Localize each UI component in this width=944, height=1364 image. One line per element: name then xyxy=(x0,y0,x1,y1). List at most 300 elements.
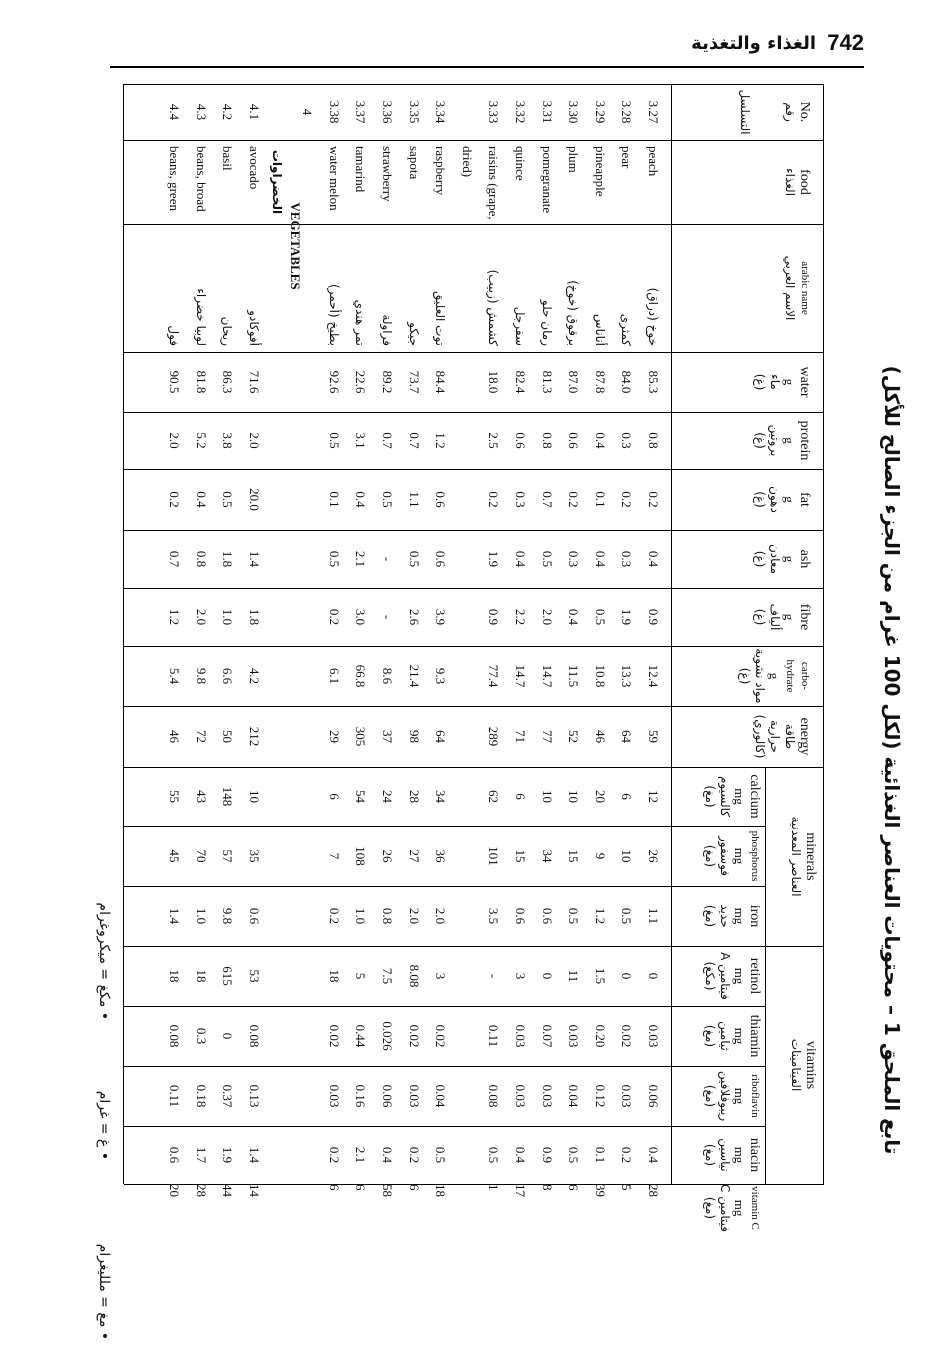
value-phosphorus: 35 xyxy=(247,849,262,863)
value-riboflavin: 0.37 xyxy=(220,1084,236,1108)
column-header-protein xyxy=(752,412,812,469)
value-carbohydrate: 9.8 xyxy=(193,667,209,685)
value-riboflavin: 0.11 xyxy=(167,1084,183,1108)
legend-gram: • غ = غرام xyxy=(96,1090,112,1160)
column-header-ar: طاقة حرارية xyxy=(768,720,797,753)
food-name: pomegranate xyxy=(539,146,555,214)
units-legend xyxy=(82,860,112,1360)
food-name: basil xyxy=(220,146,236,171)
value-calcium: 20 xyxy=(592,790,608,803)
value-energy: 289 xyxy=(486,726,502,747)
value-water: 89.2 xyxy=(380,370,395,394)
value-vitamin-c: 6 xyxy=(326,1184,342,1191)
value-water: 87.8 xyxy=(592,370,608,394)
column-header-niacin xyxy=(702,1126,762,1184)
value-vitamin-c: 28 xyxy=(646,1184,661,1197)
value-vitamin-c: 5 xyxy=(619,1184,635,1191)
value-iron: 1.1 xyxy=(646,907,661,925)
food-name: strawberry xyxy=(380,146,395,202)
column-unit-ar: (مغ) xyxy=(703,1024,717,1048)
column-header-en: vitamin C xyxy=(749,1186,761,1230)
value-ash: 0.7 xyxy=(167,550,183,568)
value-carbohydrate: 10.8 xyxy=(592,664,608,688)
value-water: 92.6 xyxy=(326,370,342,394)
value-protein: 0.5 xyxy=(326,432,342,449)
value-riboflavin: 0.06 xyxy=(646,1084,661,1108)
arabic-name: خوخ (دراق) xyxy=(646,287,660,346)
column-unit: mg xyxy=(732,1146,747,1164)
value-niacin: 0.5 xyxy=(566,1146,582,1164)
value-calcium: 6 xyxy=(513,793,528,800)
value-fibre: 0.9 xyxy=(486,608,502,626)
column-header-en: iron xyxy=(747,904,762,928)
value-ash: 0.4 xyxy=(646,550,661,568)
value-water: 22.6 xyxy=(353,370,369,394)
value-thiamin: 0.02 xyxy=(326,1024,342,1048)
value-energy: 77 xyxy=(539,730,555,743)
column-unit: mg xyxy=(732,847,747,865)
value-vitamin-c: 6 xyxy=(406,1184,422,1191)
row-number: 3.28 xyxy=(619,100,635,124)
value-retinol: 0 xyxy=(619,972,635,980)
value-fat: 0.2 xyxy=(646,491,661,508)
value-iron: 1.0 xyxy=(193,907,209,925)
value-iron: 0.6 xyxy=(513,907,528,925)
value-ash: - xyxy=(380,556,395,562)
arabic-name: أناناس xyxy=(592,314,607,346)
arabic-name: توت العليق xyxy=(433,290,448,346)
value-retinol: 53 xyxy=(247,969,262,983)
value-carbohydrate: 14.7 xyxy=(539,664,555,688)
value-riboflavin: 0.06 xyxy=(380,1084,395,1108)
column-header-en: ash xyxy=(797,549,812,569)
value-water: 18.0 xyxy=(486,370,502,394)
value-fat: 1.1 xyxy=(406,491,422,508)
food-name: beans, broad xyxy=(193,146,209,212)
column-header-en: energy xyxy=(797,717,812,756)
value-energy: 29 xyxy=(326,730,342,743)
value-thiamin: 0.02 xyxy=(433,1024,449,1048)
value-riboflavin: 0.18 xyxy=(193,1084,209,1108)
value-vitamin-c: 1 xyxy=(486,1184,502,1191)
column-unit-ar: (كالوري) xyxy=(753,714,767,759)
value-iron: 2.0 xyxy=(433,907,449,925)
column-header-en: retinol xyxy=(747,957,762,995)
arabic-name: رمان حلو xyxy=(539,299,554,346)
value-vitamin-c: 8 xyxy=(539,1184,555,1191)
column-unit-ar: (غ) xyxy=(753,491,767,508)
value-phosphorus: 26 xyxy=(646,849,661,863)
column-header-en: thiamin xyxy=(747,1014,762,1058)
column-header-en: fat xyxy=(797,492,812,507)
value-riboflavin: 0.03 xyxy=(513,1084,528,1108)
vitamins-label-ar: الفيتامينات xyxy=(789,1038,803,1092)
chapter-title: الغذاء والتغذية xyxy=(691,33,816,54)
value-niacin: 0.1 xyxy=(592,1146,608,1164)
column-header-ar: الاسم العربي xyxy=(783,255,797,321)
value-iron: 0.5 xyxy=(619,907,635,925)
row-number: 3.33 xyxy=(486,100,502,124)
value-water: 82.4 xyxy=(513,370,528,394)
value-carbohydrate: 8.6 xyxy=(380,667,395,685)
value-ash: 0.3 xyxy=(566,550,582,568)
food-name: pineapple xyxy=(592,146,608,197)
value-riboflavin: 0.16 xyxy=(353,1084,369,1108)
column-header-ar: نياسين xyxy=(718,1138,732,1172)
arabic-name: أفوكادو xyxy=(247,310,261,346)
column-header-iron xyxy=(702,886,762,946)
column-header-arabic-name xyxy=(782,224,812,352)
value-water: 81.3 xyxy=(539,370,555,394)
value-water: 90.5 xyxy=(167,370,183,394)
value-riboflavin: 0.03 xyxy=(406,1084,422,1108)
row-number: 3.27 xyxy=(646,100,661,124)
value-niacin: 1.4 xyxy=(247,1146,262,1164)
value-iron: 1.0 xyxy=(353,907,369,925)
column-unit-ar: (مغ) xyxy=(703,844,717,868)
value-calcium: 12 xyxy=(646,790,661,803)
value-fibre: 1.9 xyxy=(619,608,635,626)
column-unit: mg xyxy=(732,967,747,985)
value-fat: 0.4 xyxy=(353,491,369,508)
value-carbohydrate: 66.8 xyxy=(353,664,369,688)
value-energy: 98 xyxy=(406,730,422,743)
value-protein: 0.6 xyxy=(566,432,582,449)
value-thiamin: 0.20 xyxy=(592,1024,608,1048)
table-border-bottom xyxy=(123,84,124,1184)
value-ash: 1.4 xyxy=(247,550,262,568)
value-retinol: 1.5 xyxy=(592,967,608,985)
arabic-name: برقوق (خوخ) xyxy=(566,280,581,346)
legend-microgram: • مكغ = ميكروغرام xyxy=(96,902,112,1020)
value-ash: 0.8 xyxy=(193,550,209,568)
value-fibre: 2.0 xyxy=(193,608,209,626)
value-fibre: 0.2 xyxy=(326,608,342,626)
column-header-food xyxy=(782,140,812,224)
value-phosphorus: 15 xyxy=(513,849,528,863)
value-iron: 0.8 xyxy=(380,907,395,925)
value-vitamin-c: 58 xyxy=(380,1184,395,1197)
value-protein: 2.5 xyxy=(486,432,502,449)
value-fibre: 0.5 xyxy=(592,608,608,626)
value-vitamin-c: 14 xyxy=(247,1184,262,1197)
value-energy: 46 xyxy=(592,730,608,743)
column-header-ar: دهون xyxy=(768,486,782,513)
value-niacin: 1.9 xyxy=(220,1146,236,1164)
value-fat: 0.1 xyxy=(326,491,342,508)
column-header-phosphorus xyxy=(702,826,762,886)
value-thiamin: 0 xyxy=(220,1032,236,1040)
value-thiamin: 0.07 xyxy=(539,1024,555,1048)
value-phosphorus: 7 xyxy=(326,852,342,860)
value-fibre: 2.2 xyxy=(513,608,528,626)
value-retinol: 7.5 xyxy=(380,967,395,985)
value-protein: 0.4 xyxy=(592,432,608,449)
value-ash: 0.5 xyxy=(539,550,555,568)
value-fibre: 2.0 xyxy=(539,608,555,626)
column-unit-ar: (غ) xyxy=(753,550,767,568)
value-water: 86.3 xyxy=(220,370,236,394)
value-carbohydrate: 11.5 xyxy=(566,664,582,688)
column-header-thiamin xyxy=(702,1006,762,1066)
value-fat: 0.2 xyxy=(566,491,582,508)
value-carbohydrate: 6.1 xyxy=(326,667,342,685)
column-unit-ar: (مغ) xyxy=(703,904,717,928)
value-ash: 0.4 xyxy=(592,550,608,568)
value-calcium: 28 xyxy=(406,790,422,803)
value-calcium: 62 xyxy=(486,790,502,803)
food-name-continued: dried) xyxy=(459,146,475,178)
value-ash: 0.5 xyxy=(406,550,422,568)
column-header-en: food xyxy=(797,169,812,195)
value-calcium: 34 xyxy=(433,790,449,803)
column-header-ar: فوسفور xyxy=(718,835,732,877)
value-energy: 46 xyxy=(167,730,183,743)
row-number: 3.36 xyxy=(380,100,395,124)
column-unit: mg xyxy=(732,907,747,925)
value-niacin: 0.4 xyxy=(646,1146,661,1164)
section-title-ar: الخضراوات xyxy=(270,149,285,215)
vitamins-group-header xyxy=(788,946,818,1184)
value-ash: 0.4 xyxy=(513,550,528,568)
column-header-ar: بروتين xyxy=(768,424,782,457)
value-energy: 50 xyxy=(220,730,236,743)
value-energy: 305 xyxy=(353,726,369,747)
row-number: 4.3 xyxy=(193,103,209,121)
serial-group-label: التسلسل xyxy=(738,89,752,135)
value-fibre: 3.0 xyxy=(353,608,369,626)
column-header-energy xyxy=(752,706,812,767)
value-riboflavin: 0.03 xyxy=(326,1084,342,1108)
column-unit-ar: (غ) xyxy=(738,667,752,685)
value-calcium: 54 xyxy=(353,790,369,803)
value-iron: 9.8 xyxy=(220,907,236,925)
value-thiamin: 0.03 xyxy=(646,1024,661,1048)
value-ash: 1.8 xyxy=(220,550,236,568)
food-name: raisins (grape, xyxy=(486,146,502,220)
value-energy: 37 xyxy=(380,730,395,743)
value-vitamin-c: 6 xyxy=(353,1184,369,1191)
food-name: tamarind xyxy=(353,146,369,193)
column-header-en: fibre xyxy=(797,603,812,631)
value-carbohydrate: 6.6 xyxy=(220,667,236,685)
value-thiamin: 0.03 xyxy=(566,1024,582,1048)
row-number: 3.32 xyxy=(513,100,528,124)
column-unit-ar: (غ) xyxy=(753,432,767,449)
value-protein: 0.3 xyxy=(619,432,635,449)
row-number: 3.31 xyxy=(539,100,555,124)
value-thiamin: 0.02 xyxy=(619,1024,635,1048)
column-header-en: water xyxy=(797,366,812,398)
value-niacin: 1.7 xyxy=(193,1146,209,1164)
column-header-en: riboflavin xyxy=(749,1074,761,1118)
column-header-ar: ريبوفلافين xyxy=(718,1070,732,1122)
column-unit-ar: (مغ) xyxy=(703,785,717,808)
value-vitamin-c: 44 xyxy=(220,1184,236,1197)
minerals-group-header xyxy=(788,767,818,946)
value-phosphorus: 36 xyxy=(433,849,449,863)
food-name: raspberry xyxy=(433,146,449,196)
row-number: 3.30 xyxy=(566,100,582,124)
value-phosphorus: 70 xyxy=(193,849,209,863)
column-header-en: arabic name xyxy=(799,261,811,315)
value-protein: 5.2 xyxy=(193,432,209,449)
column-header-fibre xyxy=(752,588,812,646)
minerals-label: minerals xyxy=(803,832,818,881)
column-unit: g xyxy=(782,378,797,386)
value-thiamin: 0.08 xyxy=(247,1024,262,1048)
column-unit-ar: (مغ) xyxy=(703,1143,717,1167)
value-carbohydrate: 5.4 xyxy=(167,667,183,685)
value-iron: 1.4 xyxy=(167,907,183,925)
food-name: quince xyxy=(513,146,528,181)
value-protein: 0.8 xyxy=(646,432,661,449)
value-niacin: 0.9 xyxy=(539,1146,555,1164)
value-fat: 0.5 xyxy=(380,491,395,508)
column-unit-ar: (غ) xyxy=(753,608,767,626)
value-retinol: 8.08 xyxy=(406,964,422,988)
value-energy: 71 xyxy=(513,730,528,743)
value-riboflavin: 0.13 xyxy=(247,1084,262,1108)
value-calcium: 24 xyxy=(380,790,395,803)
value-vitamin-c: 28 xyxy=(193,1184,209,1197)
value-phosphorus: 15 xyxy=(566,849,582,863)
minerals-label-ar: العناصر المعدنية xyxy=(789,816,803,897)
value-iron: 0.6 xyxy=(539,907,555,925)
value-energy: 52 xyxy=(566,730,582,743)
vitamins-label: vitamins xyxy=(803,1040,818,1090)
column-header-en: carbo-hydrate xyxy=(784,659,811,693)
value-thiamin: 0.44 xyxy=(353,1024,369,1048)
value-carbohydrate: 9.3 xyxy=(433,667,449,685)
column-header-en: phosphorus xyxy=(749,830,761,882)
value-retinol: 18 xyxy=(326,969,342,983)
value-iron: 1.2 xyxy=(592,907,608,925)
value-carbohydrate: 4.2 xyxy=(247,667,262,685)
value-retinol: 0 xyxy=(539,972,555,980)
value-retinol: 615 xyxy=(220,966,236,986)
value-calcium: 43 xyxy=(193,790,209,803)
value-fat: 0.4 xyxy=(193,491,209,508)
section-title: VEGETABLES xyxy=(288,202,304,290)
row-number: 4.4 xyxy=(167,103,183,121)
value-water: 87.0 xyxy=(566,370,582,394)
value-retinol: 18 xyxy=(167,969,183,983)
column-unit-ar: (غ) xyxy=(753,373,767,391)
column-header-en: protein xyxy=(797,420,812,461)
value-energy: 59 xyxy=(646,730,661,743)
value-niacin: 0.5 xyxy=(433,1146,449,1164)
column-header-calcium xyxy=(702,767,762,826)
food-name: water melon xyxy=(326,146,342,211)
value-vitamin-c: 6 xyxy=(566,1184,582,1191)
column-unit: g xyxy=(782,555,797,563)
row-number: 3.38 xyxy=(326,100,342,124)
value-water: 81.8 xyxy=(193,370,209,394)
value-fat: 0.2 xyxy=(619,491,635,508)
value-calcium: 6 xyxy=(326,793,342,800)
column-unit-ar: (مغ) xyxy=(703,1196,717,1220)
value-riboflavin: 0.03 xyxy=(619,1084,635,1108)
value-calcium: 10 xyxy=(247,790,262,803)
value-phosphorus: 26 xyxy=(380,849,395,863)
value-phosphorus: 27 xyxy=(406,849,422,863)
value-protein: 1.2 xyxy=(433,432,449,449)
value-carbohydrate: 12.4 xyxy=(646,664,661,688)
value-thiamin: 0.03 xyxy=(513,1024,528,1048)
value-fat: 0.7 xyxy=(539,491,555,508)
column-header-ar: حديد xyxy=(718,904,732,928)
value-water: 84.0 xyxy=(619,370,635,394)
value-water: 84.4 xyxy=(433,370,449,394)
value-riboflavin: 0.04 xyxy=(566,1084,582,1108)
value-fibre: 1.2 xyxy=(167,608,183,626)
value-energy: 64 xyxy=(433,730,449,743)
value-ash: 1.9 xyxy=(486,550,502,568)
column-header-ar: ماء xyxy=(768,374,782,390)
food-name: peach xyxy=(646,146,661,177)
column-unit: g xyxy=(782,496,797,503)
row-number: 3.29 xyxy=(592,100,608,124)
column-header-ar: فيتامين C xyxy=(718,1184,732,1233)
value-calcium: 10 xyxy=(539,790,555,803)
value-carbohydrate: 14.7 xyxy=(513,664,528,688)
column-header-ar: ثيامين xyxy=(718,1021,732,1051)
value-niacin: 0.2 xyxy=(406,1146,422,1164)
value-fibre: 0.4 xyxy=(566,608,582,626)
column-unit: mg xyxy=(732,1027,747,1045)
value-riboflavin: 0.08 xyxy=(486,1084,502,1108)
value-phosphorus: 45 xyxy=(167,849,183,863)
value-thiamin: 0.026 xyxy=(380,1021,395,1051)
value-fat: 0.3 xyxy=(513,491,528,508)
row-number: 4.2 xyxy=(220,103,236,121)
column-header-carbohydrate xyxy=(737,646,812,706)
value-protein: 3.8 xyxy=(220,432,236,449)
value-water: 71.6 xyxy=(247,370,262,394)
value-energy: 212 xyxy=(247,726,262,747)
value-fat: 20.0 xyxy=(247,488,262,511)
value-niacin: 0.6 xyxy=(167,1146,183,1164)
row-number: 3.37 xyxy=(353,100,369,124)
column-header-en: calcium xyxy=(747,774,762,819)
column-header-ar: فيتامين A xyxy=(718,952,732,1000)
value-water: 73.7 xyxy=(406,370,422,394)
value-vitamin-c: 18 xyxy=(433,1184,449,1197)
value-riboflavin: 0.03 xyxy=(539,1084,555,1108)
value-energy: 64 xyxy=(619,730,635,743)
column-header-ar: مواد نشوية xyxy=(753,648,767,704)
value-retinol: 11 xyxy=(566,969,582,983)
section-number: 4 xyxy=(300,108,316,116)
arabic-name: جيكو xyxy=(406,322,421,346)
food-name: pear xyxy=(619,146,635,169)
column-unit: mg xyxy=(732,1087,747,1105)
value-iron: 0.2 xyxy=(326,907,342,925)
row-number: 3.34 xyxy=(433,100,449,124)
column-header-water xyxy=(752,352,812,412)
value-vitamin-c: 17 xyxy=(513,1184,528,1197)
column-header-en: niacin xyxy=(747,1137,762,1173)
value-thiamin: 0.11 xyxy=(486,1024,502,1048)
value-iron: 3.5 xyxy=(486,907,502,925)
legend-milligram: • مغ = ملليغرام xyxy=(96,1243,112,1340)
value-protein: 0.6 xyxy=(513,432,528,449)
value-calcium: 55 xyxy=(167,790,183,803)
value-calcium: 10 xyxy=(566,790,582,803)
value-retinol: 3 xyxy=(513,972,528,980)
table-title: تابع الملحق 1 – محتويات العناصر الغذائية (لكل 100 غرام من الجزء الصالح للأكل) xyxy=(880,365,904,1155)
